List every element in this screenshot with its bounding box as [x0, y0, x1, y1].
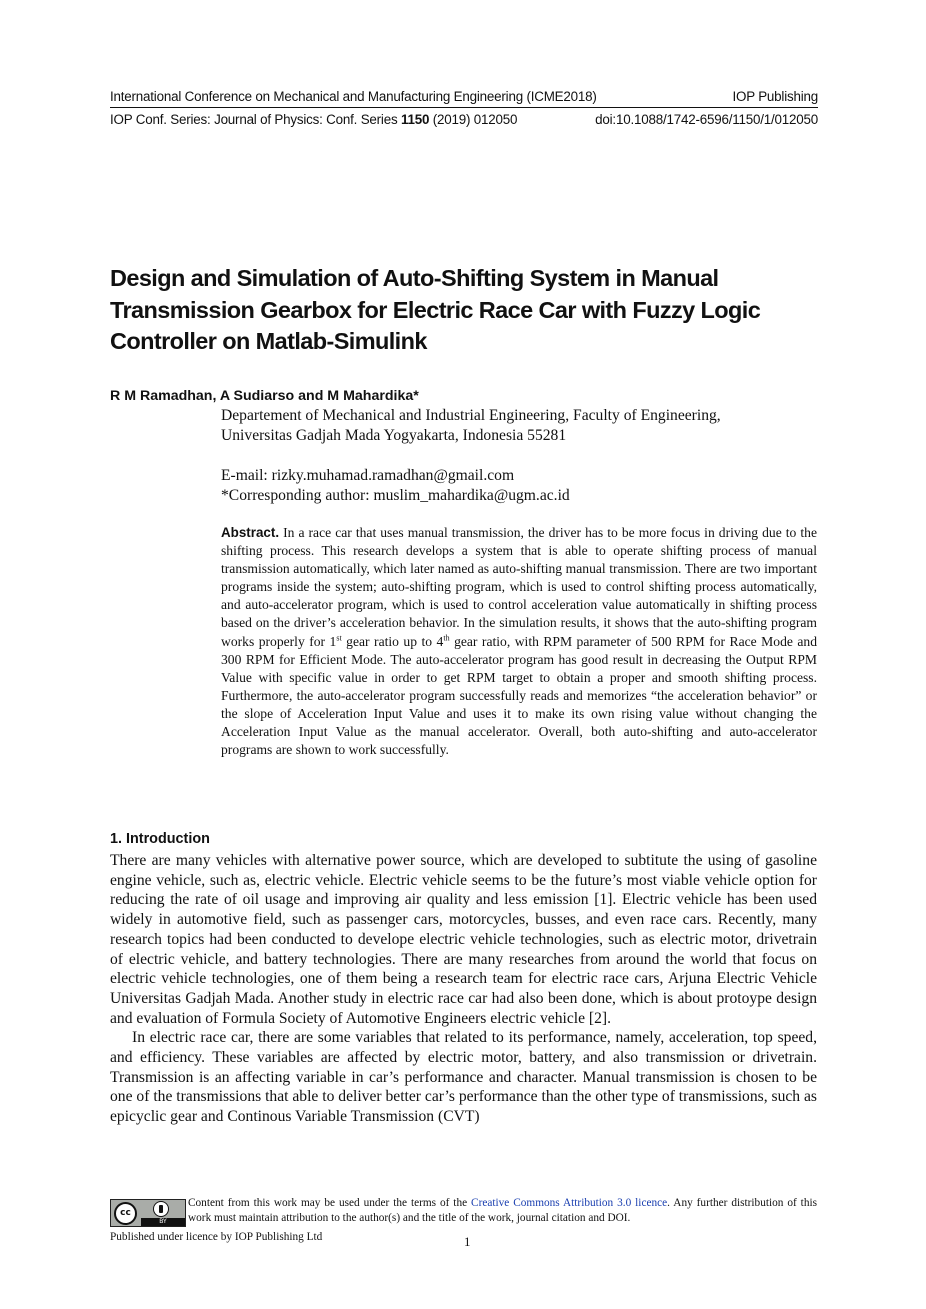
abstract-sup-st: st [336, 633, 342, 643]
abstract-text-3: gear ratio, with RPM parameter of 500 RPM for Race Mode and 300 RPM for Efficient Mode. The auto-accelerator program has good result in decreasing the Output RPM Value with specific value in order to get RPM target to obtain a proper and smooth shifting process. Furthermore, the auto-accelerator program successfully reads and memorizes “the acceleration behavior” or the slope of Acceleration Input Value and uses it to make its own rising value without changing the Acceleration Input Value as the manual accelerator. Overall, both auto-shifting and auto-accelerator programs are shown to work successfully. [221, 633, 817, 758]
introduction-body [110, 851, 817, 1127]
publisher-name: IOP Publishing [732, 89, 818, 104]
licence-notice [188, 1196, 817, 1226]
abstract-text-2: gear ratio up to 4 [341, 633, 444, 649]
series-suffix: (2019) 012050 [429, 112, 518, 127]
abstract-text-1: In a race car that uses manual transmission, the driver has to be more focus in driving due to the shifting process. This research develops a system that is able to operate shifting process of manual transmission automatically, which later named as auto-shifting manual transmission. There are two important programs inside the system; auto-shifting program, which is used to control shifting process automatically, and auto-accelerator program, which is used to control acceleration value automatically in shifting process based on the driver’s acceleration behavior. In the simulation results, it shows that the auto-shifting program works properly for 1 [221, 525, 817, 649]
abstract-label: Abstract. [221, 525, 280, 540]
header-row-series [110, 111, 818, 129]
by-label: BY [141, 1218, 185, 1226]
conference-name: International Conference on Mechanical and Manufacturing Engineering (ICME2018) [110, 89, 597, 104]
series-prefix: IOP Conf. Series: Journal of Physics: Conf. Series [110, 112, 401, 127]
licence-link[interactable]: Creative Commons Attribution 3.0 licence [471, 1197, 668, 1209]
corresponding-author: *Corresponding author: muslim_mahardika@ugm.ac.id [221, 487, 570, 504]
section-heading-introduction: 1. Introduction [110, 831, 210, 847]
licence-text-before: Content from this work may be used under the terms of the [188, 1197, 472, 1209]
licence-text-after: . Any further distribution of this work must maintain attribution to the author(s) and the title of the work, journal citation and DOI. [188, 1197, 818, 1224]
series-citation [110, 111, 517, 129]
header-row-conference [110, 88, 818, 108]
abstract-sup-th: th [443, 633, 450, 643]
page-number: 1 [464, 1234, 471, 1249]
author-list: R M Ramadhan, A Sudiarso and M Mahardika* [110, 388, 419, 404]
paper-title: Design and Simulation of Auto-Shifting System in Manual Transmission Gearbox for Electric Race Car with Fuzzy Logic Controller on Matlab-Simulink [110, 265, 761, 354]
series-volume: 1150 [400, 112, 430, 127]
attribution-person-icon [153, 1201, 169, 1217]
published-under-licence: Published under licence by IOP Publishing Ltd [110, 1231, 323, 1243]
affiliation-line-2: Universitas Gadjah Mada Yogyakarta, Indonesia 55281 [221, 427, 567, 444]
contact-info [221, 466, 570, 506]
cc-icon: cc [114, 1202, 137, 1225]
author-email: E-mail: rizky.muhamad.ramadhan@gmail.com [221, 467, 515, 484]
running-header [110, 88, 818, 129]
affiliation [221, 406, 721, 446]
doi-link[interactable]: doi:10.1088/1742-6596/1150/1/012050 [595, 112, 818, 127]
cc-by-licence-badge[interactable] [110, 1199, 186, 1227]
intro-paragraph-1: There are many vehicles with alternative power source, which are developed to subtitute the using of gasoline engine vehicle, such as, electric vehicle. Electric vehicle seems to be the future’s most viable vehicle option for reducing the rate of oil usage and improving air quality and less emission [1]. Electric vehicle has been used widely in automotive field, such as passenger cars, motorcycles, busses, and even race cars. Recently, many research topics had been conducted to develope electric vehicle technologies, such as electric motor, drivetrain of electric vehicle, and battery technologies. There are many researches from around the world that focus on electric vehicle technologies, one of them being a research team for electric race cars, Arjuna Electric Vehicle Universitas Gadjah Mada. Another study in electric race car had also been done, which is about protoype design and evaluation of Formula Society of Automotive Engineers electric vehicle [2]. [110, 852, 817, 1027]
intro-paragraph-2: In electric race car, there are some variables that related to its performance, namely, acceleration, top speed, and efficiency. These variables are affected by electric motor, battery, and also transmission or drivetrain. Transmission is an affecting variable in car’s performance and character. Manual transmission is chosen to be one of the transmissions that able to deliver better car’s performance than the other type of transmissions, such as epicyclic gear and Continous Variable Transmission (CVT) [110, 1029, 817, 1126]
affiliation-line-1: Departement of Mechanical and Industrial Engineering, Faculty of Engineering, [221, 407, 721, 424]
abstract [221, 524, 817, 759]
